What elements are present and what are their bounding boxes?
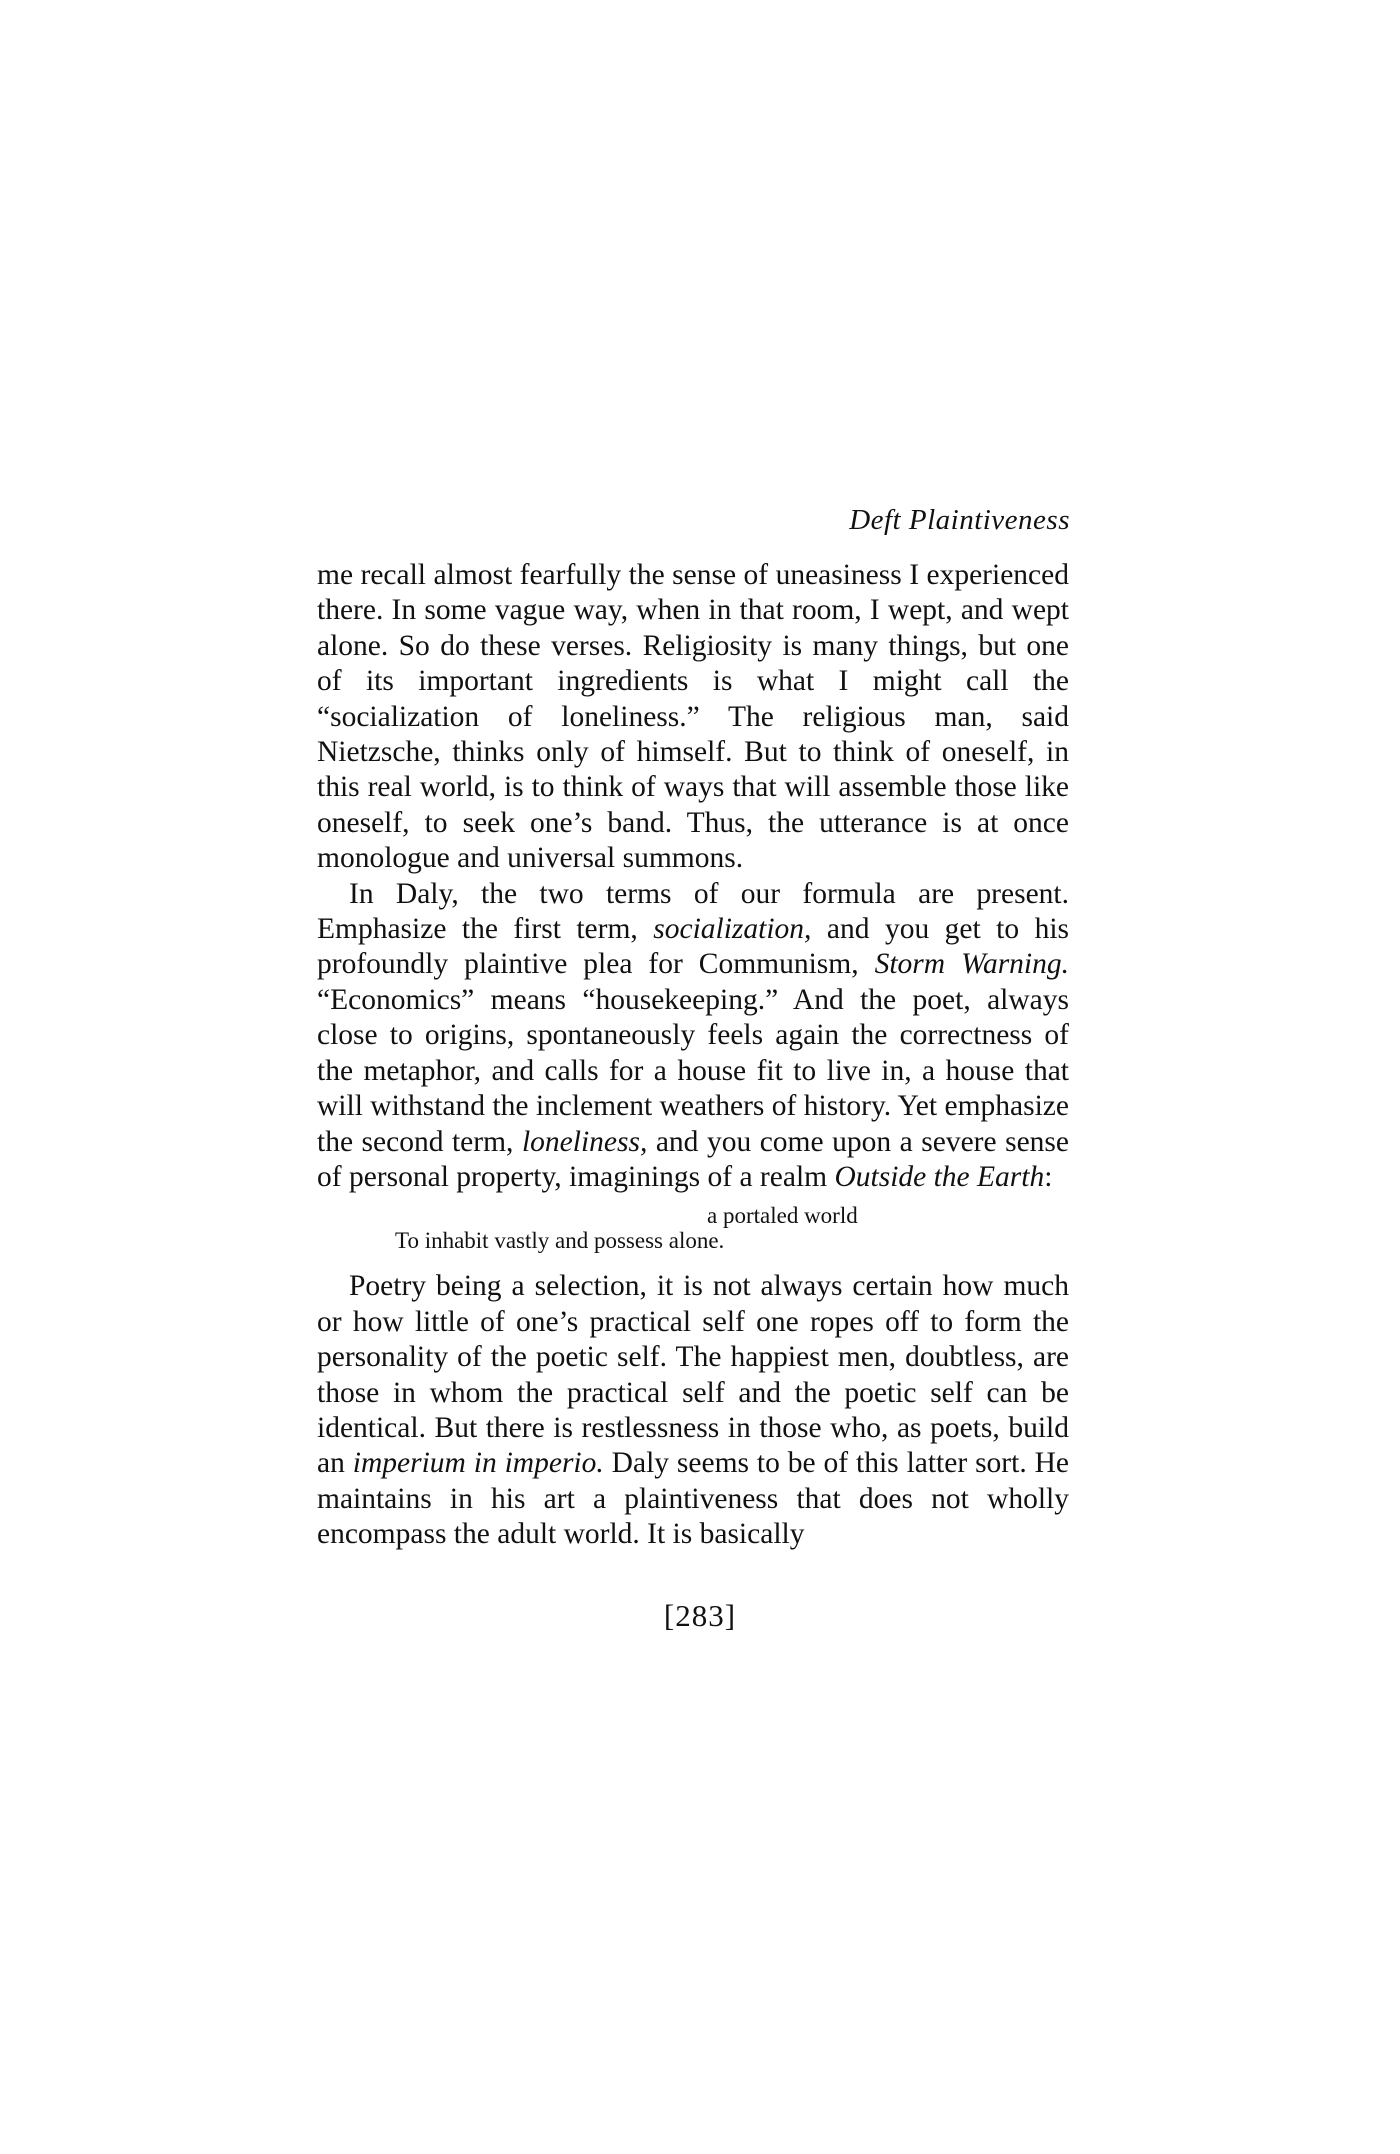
paragraph-3-text: Poetry being a selection, it is not always certain how much or how little of one’s practical self one ropes off to form the personality of the poetic self. The happiest men, doubtless, are those in whom the practical self and the poetic self can be identical. But there is restlessness in those who, as poets, build an — [317, 1270, 1069, 1480]
page-number: [283] — [663, 1598, 737, 1633]
title-storm-warning: Storm Warning. — [874, 948, 1069, 981]
verse-quotation — [317, 1203, 1069, 1253]
phrase-imperium-in-imperio: imperium in imperio. — [352, 1447, 604, 1480]
paragraph-3-text: Daly seems to be of this latter sort. He maintains in his art a plaintiveness that does not wholly encompass the adult world. It is basically — [317, 1447, 1070, 1551]
paragraph-2 — [317, 877, 1069, 1196]
running-head: Deft Plaintiveness — [849, 504, 1070, 536]
emphasis-socialization: socialization, — [653, 913, 812, 946]
body-text — [317, 558, 1069, 1553]
paragraph-2-text: and you get to his profoundly plaintive plea for Communism, — [317, 913, 1069, 981]
verse-line-2: To inhabit vastly and possess alone. — [395, 1228, 725, 1254]
paragraph-2-text: : — [1044, 1160, 1053, 1193]
paragraph-2-text: “Economics” means “housekeeping.” And the poet, always close to origins, spontaneously feels again the correctness of the metaphor, and calls for a house fit to live in, a house that will withstand the inclement weathers of history. Yet emphasize the second term, — [317, 983, 1069, 1158]
paragraph-1: me recall almost fearfully the sense of uneasiness I experienced there. In some vague way, when in that room, I wept, and wept alone. So do these verses. Religiosity is many things, but one of its important ingredients is what I might call the “socialization of loneliness.” The religious man, said Nietzsche, thinks only of himself. But to think of oneself, in this real world, is to think of ways that will assemble those like oneself, to seek one’s band. Thus, the utterance is at once monologue and universal summons. — [317, 559, 1069, 875]
emphasis-loneliness: loneliness, — [521, 1125, 648, 1158]
paragraph-2-text: and you come upon a severe sense of personal property, imaginings of a realm — [317, 1125, 1069, 1193]
verse-line-1: a portaled world — [707, 1203, 858, 1229]
title-outside-the-earth: Outside the Earth — [834, 1160, 1045, 1193]
paragraph-2-text: In Daly, the two terms of our formula are present. Emphasize the first term, — [317, 877, 1069, 946]
paragraph-3 — [317, 1269, 1069, 1552]
